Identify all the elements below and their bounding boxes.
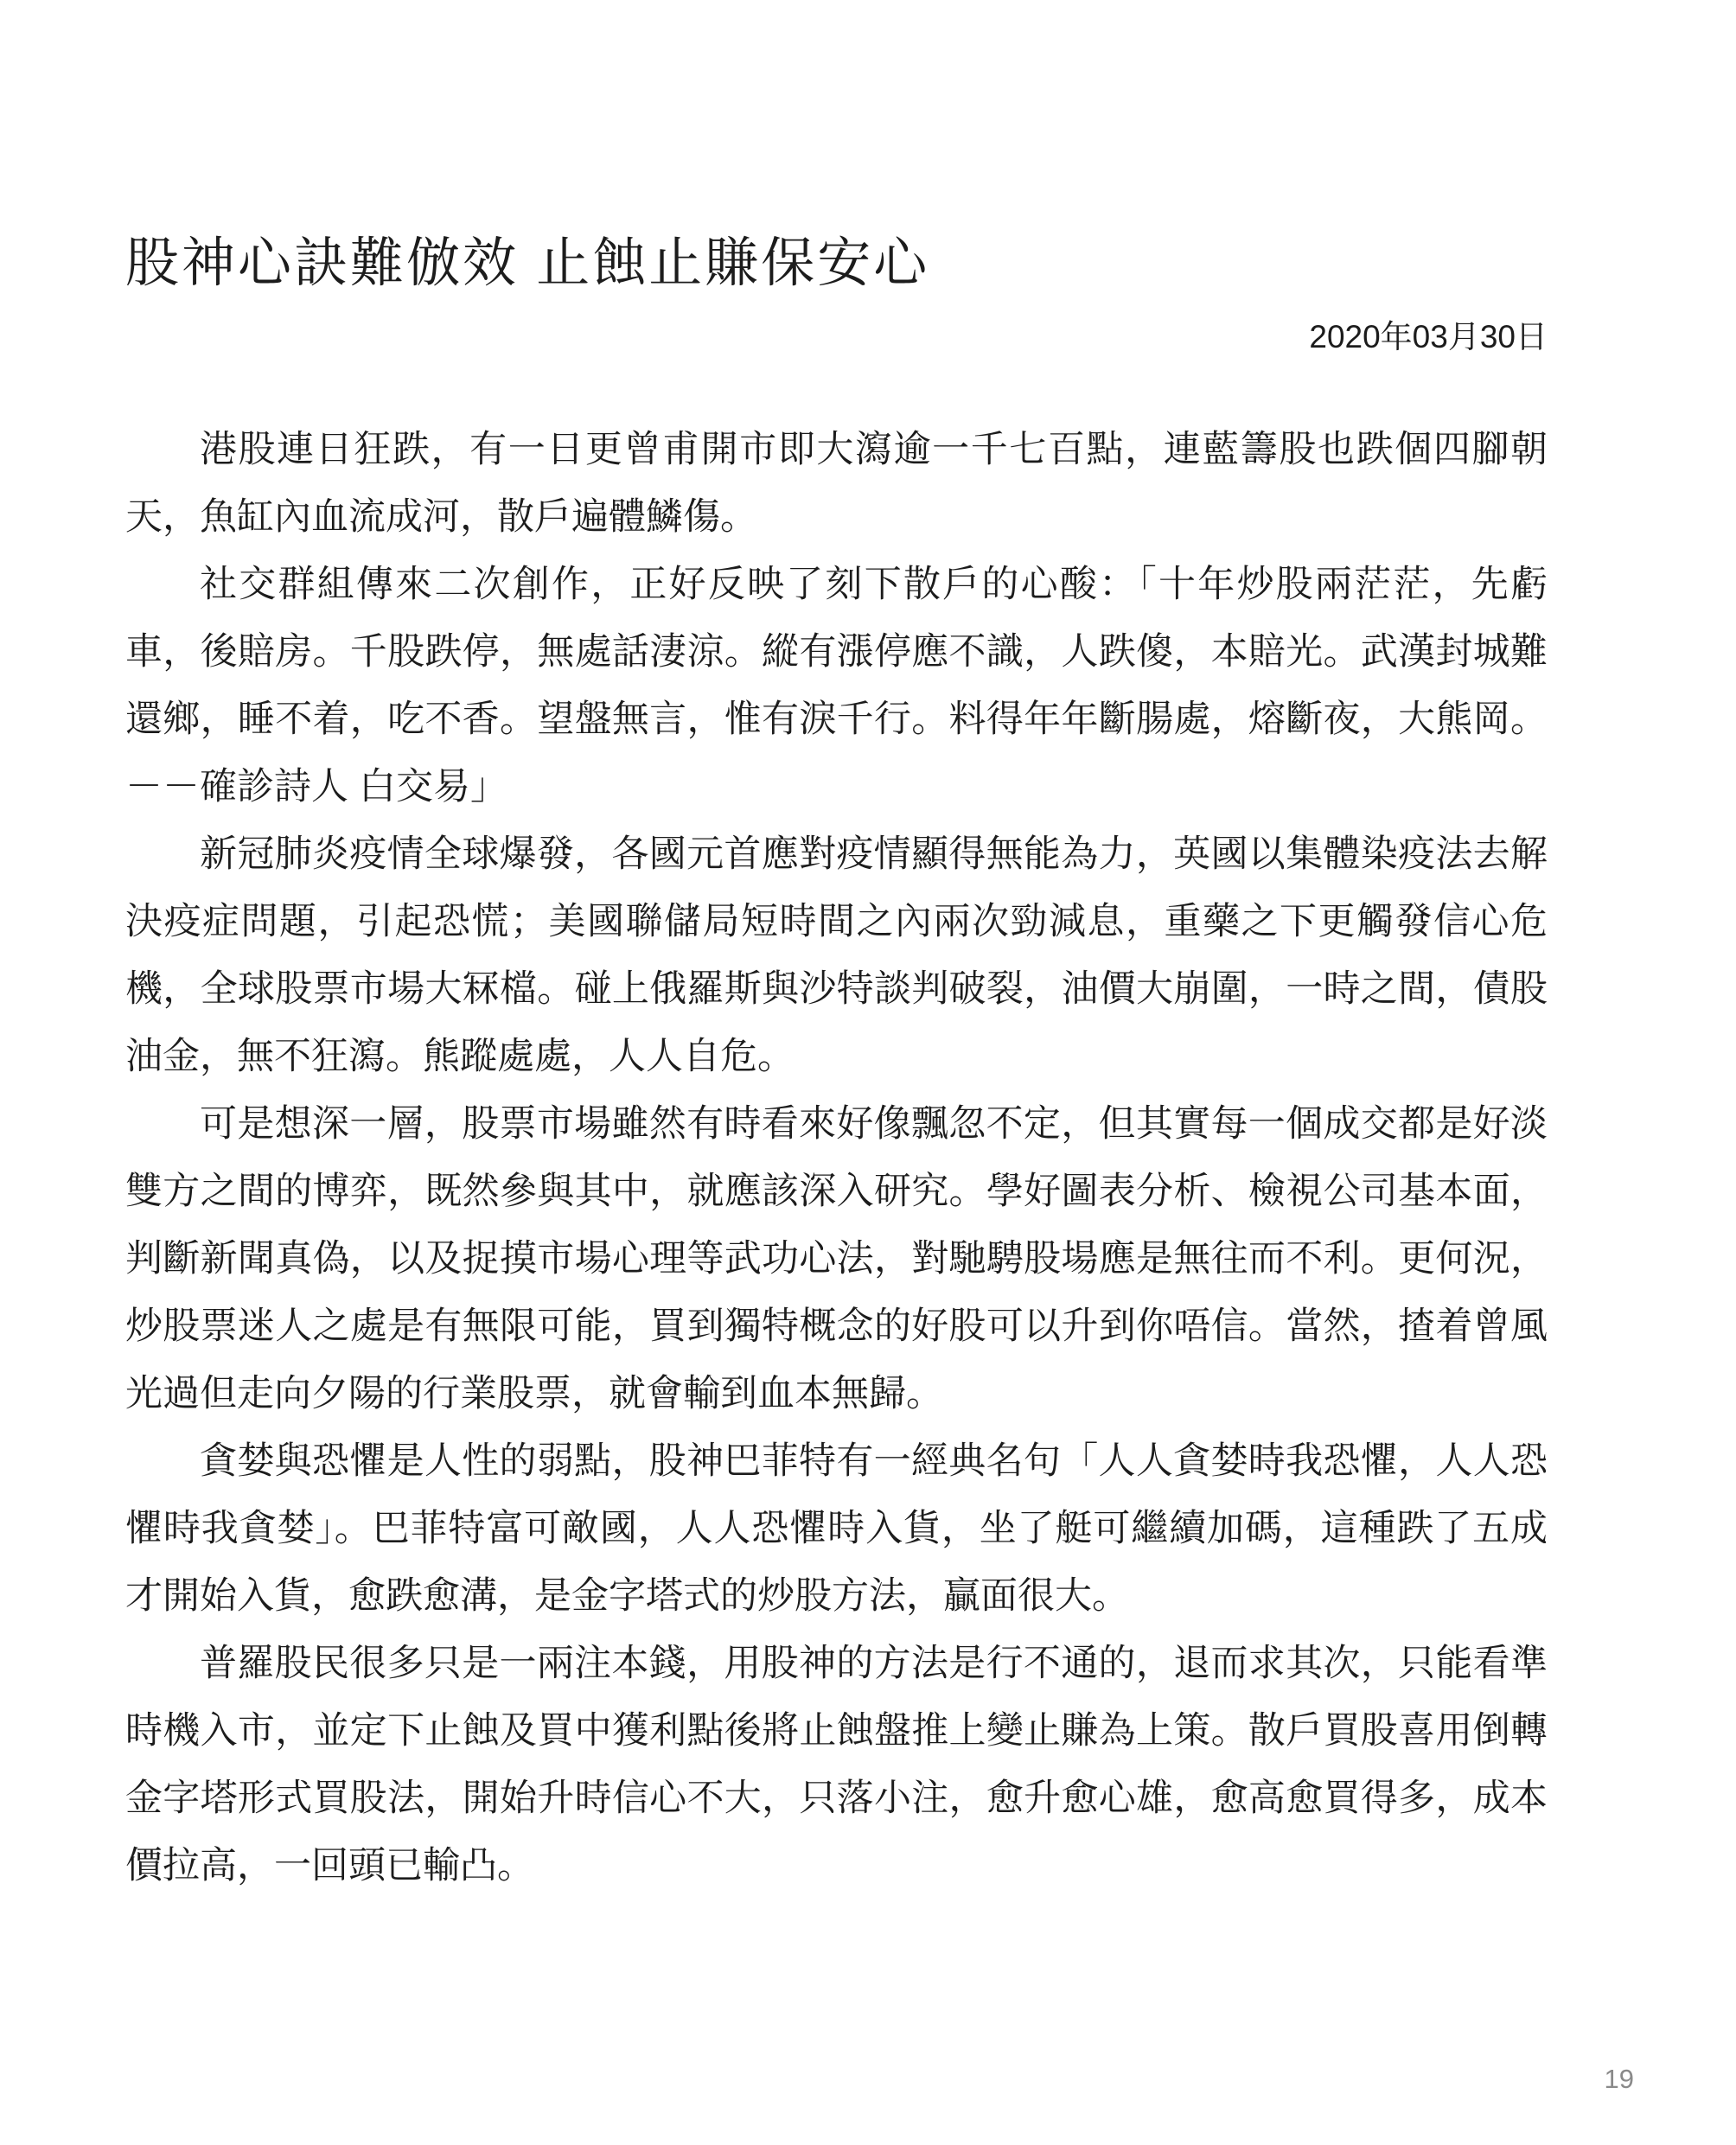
article-title: 股神心訣難倣效 止蝕止賺保安心 — [125, 233, 930, 293]
article-paragraph: 社交群組傳來二次創作，正好反映了刻下散戶的心酸：「十年炒股兩茫茫，先虧車，後賠房。千股跌停，無處話淒涼。縱有漲停應不識，人跌傻，本賠光。武漢封城難還鄉，睡不着，吃不香。望盤無言，惟有淚千行。料得年年斷腸處，熔斷夜，大熊岡。－－確診詩人 白交易」 — [125, 563, 1548, 808]
article-paragraph: 可是想深一層，股票市場雖然有時看來好像飄忽不定，但其實每一個成交都是好淡雙方之間的博弈，既然參與其中，就應該深入研究。學好圖表分析、檢視公司基本面，判斷新聞真偽，以及捉摸市場心理等武功心法，對馳騁股場應是無往而不利。更何況，炒股票迷人之處是有無限可能，買到獨特概念的好股可以升到你唔信。當然，揸着曾風光過但走向夕陽的行業股票，就會輸到血本無歸。 — [125, 1102, 1548, 1414]
article-date: 2020年03月30日 — [1309, 319, 1548, 355]
article-paragraph: 貪婪與恐懼是人性的弱點，股神巴菲特有一經典名句「人人貪婪時我恐懼，人人恐懼時我貪婪」。巴菲特富可敵國，人人恐懼時入貨，坐了艇可繼續加碼，這種跌了五成才開始入貨，愈跌愈溝，是金字塔式的炒股方法，贏面很大。 — [125, 1440, 1548, 1617]
article-body — [125, 416, 1548, 1899]
article-content — [125, 0, 1548, 1899]
article-paragraph: 新冠肺炎疫情全球爆發，各國元首應對疫情顯得無能為力，英國以集體染疫法去解決疫症問題，引起恐慌；美國聯儲局短時間之內兩次勁減息，重藥之下更觸發信心危機，全球股票市場大冧檔。碰上俄羅斯與沙特談判破裂，油價大崩圍，一時之間，債股油金，無不狂瀉。熊蹤處處，人人自危。 — [125, 833, 1548, 1077]
article-paragraph: 港股連日狂跌，有一日更曾甫開市即大瀉逾一千七百點，連藍籌股也跌個四腳朝天，魚缸內血流成河，散戶遍體鱗傷。 — [125, 428, 1548, 538]
article-paragraph: 普羅股民很多只是一兩注本錢，用股神的方法是行不通的，退而求其次，只能看準時機入市，並定下止蝕及買中獲利點後將止蝕盤推上變止賺為上策。散戶買股喜用倒轉金字塔形式買股法，開始升時信心不大，只落小注，愈升愈心雄，愈高愈買得多，成本價拉高，一回頭已輸凸。 — [125, 1642, 1548, 1886]
page-number: 19 — [1604, 2064, 1634, 2094]
